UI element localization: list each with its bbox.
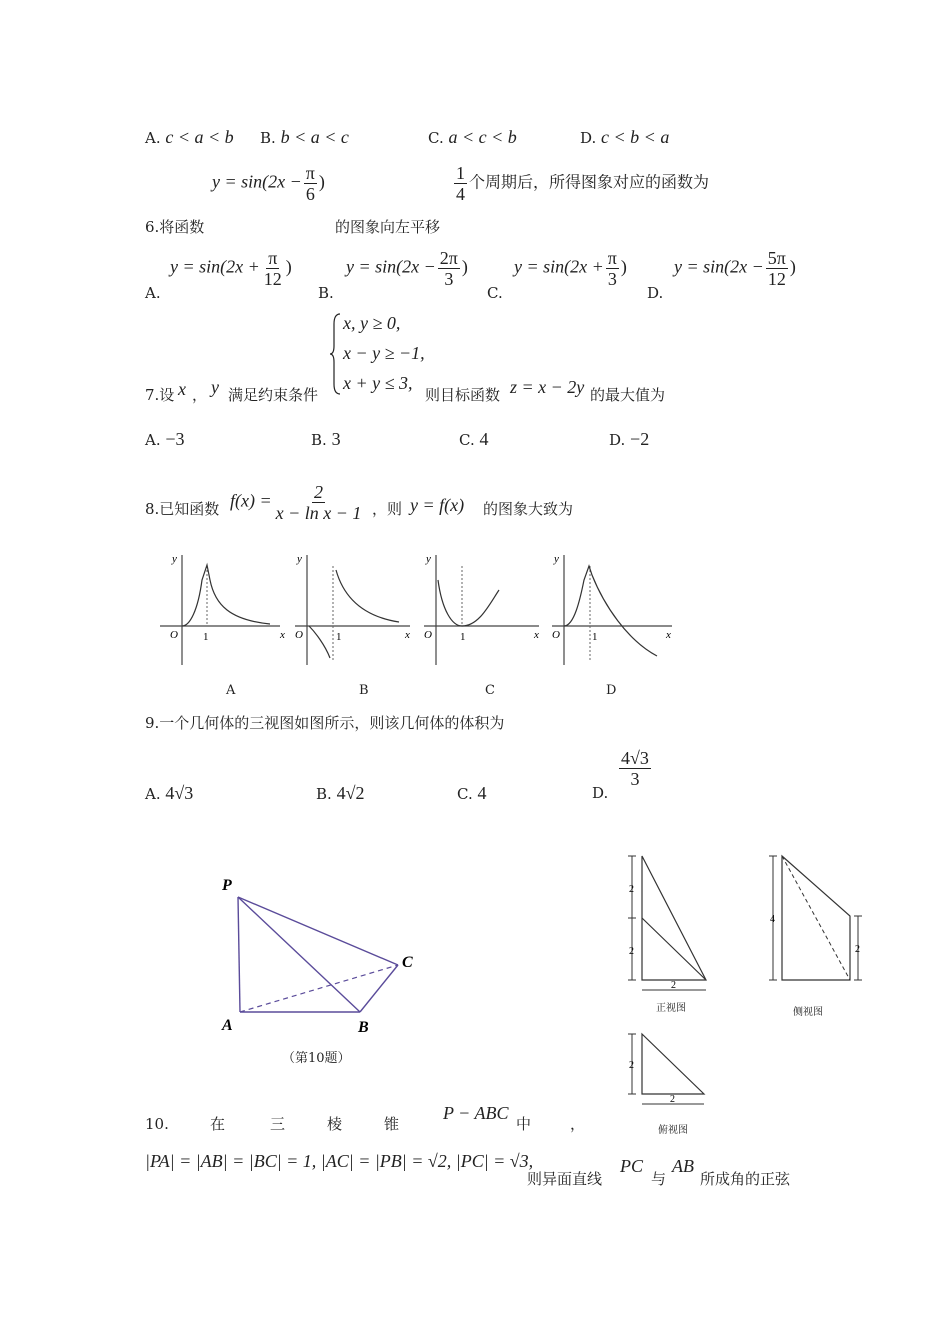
top-view [628,1034,704,1105]
q6-option-c: y = sin(2x + $\frac{\pi}{3}$ ) [514,248,627,289]
front-view-label: 正视图 [656,1003,686,1014]
svg-text:2: 2 [671,980,676,991]
q7-then: 则目标函数 [425,386,501,404]
q8-y-expr: y = f(x) [410,495,465,515]
svg-text:O: O [295,629,303,641]
svg-text:y: y [426,553,431,565]
svg-text:x: x [280,629,285,641]
side-view [769,856,862,980]
svg-text:1: 1 [460,631,466,643]
q8-prefix: 8.已知函数 [145,500,220,518]
q7-tail: 的最大值为 [590,386,666,404]
q7-var-x: x [178,379,186,399]
svg-text:B: B [358,1019,369,1036]
svg-text:x: x [534,629,539,641]
q7-comma: ， [192,386,208,404]
side-view-label: 侧视图 [793,1007,823,1018]
q7-var-y: y [211,377,219,397]
svg-text:C: C [402,954,413,971]
q10-comma: ， [570,1115,586,1133]
q8-function: f(x) = $\frac{2}{\text{x − ln x − 1}}$ [230,482,362,523]
q8-graph-c [424,550,549,670]
three-view-drawing [620,848,870,1138]
q6-function: y = sin(2x − $\frac{\pi}{6}$ ) [212,163,325,204]
q8-graph-label-b: B [359,683,369,698]
q8-graph-label-a: A [226,683,236,698]
svg-text:y: y [554,553,559,565]
svg-text:1: 1 [336,631,342,643]
fig10-pyramid [210,870,430,1050]
top-view-label: 俯视图 [658,1125,688,1136]
svg-text:1: 1 [592,631,598,643]
q7-target: z = x − 2y [510,377,585,397]
q8-graph-d [552,550,682,670]
q5-option-c: C. a < c < b [428,127,517,147]
svg-text:4: 4 [770,914,775,925]
q8-graph-label-c: C [485,683,495,698]
q10-tail1: 则异面直线 [527,1170,603,1188]
q6-option-a: y = sin(2x + $\frac{\pi}{12}$ ) [170,248,292,289]
svg-text:2: 2 [855,944,860,955]
q9-option-b: B. 4√2 [316,783,365,803]
front-view [628,856,706,991]
svg-text:y: y [297,553,302,565]
q7-constraint-1: x, y ≥ 0, [343,313,401,333]
q7-prefix: 7.设 [145,386,175,404]
svg-text:x: x [405,629,410,641]
q6-shift: $\frac{1}{4}$ 个周期后，所得图象对应的函数为 [456,163,710,204]
q6-option-b-label: B. [318,284,334,302]
q10-w3: 棱 [327,1115,343,1133]
q5-option-d: D. c < b < a [580,127,670,147]
fig10-caption: （第10题） [282,1051,351,1066]
svg-text:O: O [424,629,432,641]
q8-graph-label-d: D [606,683,617,698]
q7-option-b: B. 3 [311,429,341,449]
q9-stem: 9.一个几何体的三视图如图所示，则该几何体的体积为 [145,714,505,732]
svg-text:P: P [222,877,232,894]
q7-cond-text: 满足约束条件 [228,386,319,404]
q6-option-d-label: D. [647,284,664,302]
q10-pyramid: P − ABC [443,1103,509,1123]
q5-option-a: A. c < a < b [145,127,234,147]
q9-option-a: A. 4√3 [145,783,194,803]
q6-option-b: y = sin(2x − $\frac{2\pi}{3}$ ) [346,248,468,289]
q10-tail2: 所成角的正弦 [700,1170,791,1188]
svg-text:2: 2 [629,946,634,957]
svg-text:2: 2 [629,1060,634,1071]
q10-condition: |PA| = |AB| = |BC| = 1, |AC| = |PB| = √2, |PC| = √3, [145,1151,534,1171]
q10-pc: PC [620,1156,644,1176]
q6-option-c-label: C. [487,284,503,302]
svg-text:O: O [552,629,560,641]
q10-w2: 三 [270,1115,286,1133]
svg-text:O: O [170,629,178,641]
svg-text:1: 1 [203,631,209,643]
q7-constraint-3: x + y ≤ 3, [343,373,413,393]
q8-then: ，则 [372,500,403,518]
q10-ab: AB [672,1156,694,1176]
q6-option-d: y = sin(2x − $\frac{5\pi}{12}$ ) [674,248,796,289]
q10-zhong: 中 [516,1115,532,1133]
q6-prefix: 6.将函数 [145,218,205,236]
q8-tail: 的图象大致为 [483,500,574,518]
q5-option-b: B. b < a < c [260,127,349,147]
q10-num: 10. [145,1115,169,1133]
svg-text:2: 2 [670,1094,675,1105]
svg-text:y: y [172,553,177,565]
q7-option-d: D. −2 [609,429,650,449]
svg-text:x: x [666,629,671,641]
q9-option-d: $\frac{4√3}{3}$ [621,748,649,789]
q7-constraint-2: x − y ≥ −1, [343,343,425,363]
q6-middle: 的图象向左平移 [335,218,441,236]
q8-graph-a [160,550,290,670]
q6-option-a-label: A. [145,284,161,302]
svg-text:A: A [222,1017,233,1034]
q7-option-a: A. −3 [145,429,185,449]
svg-text:2: 2 [629,884,634,895]
q10-w4: 锥 [384,1115,400,1133]
q9-option-c: C. 4 [457,783,487,803]
q7-option-c: C. 4 [459,429,489,449]
q10-w1: 在 [210,1115,226,1133]
q7-brace [330,312,342,396]
q8-graph-b [295,550,420,670]
q10-with: 与 [651,1170,667,1188]
q9-option-d-label: D. [592,784,609,802]
